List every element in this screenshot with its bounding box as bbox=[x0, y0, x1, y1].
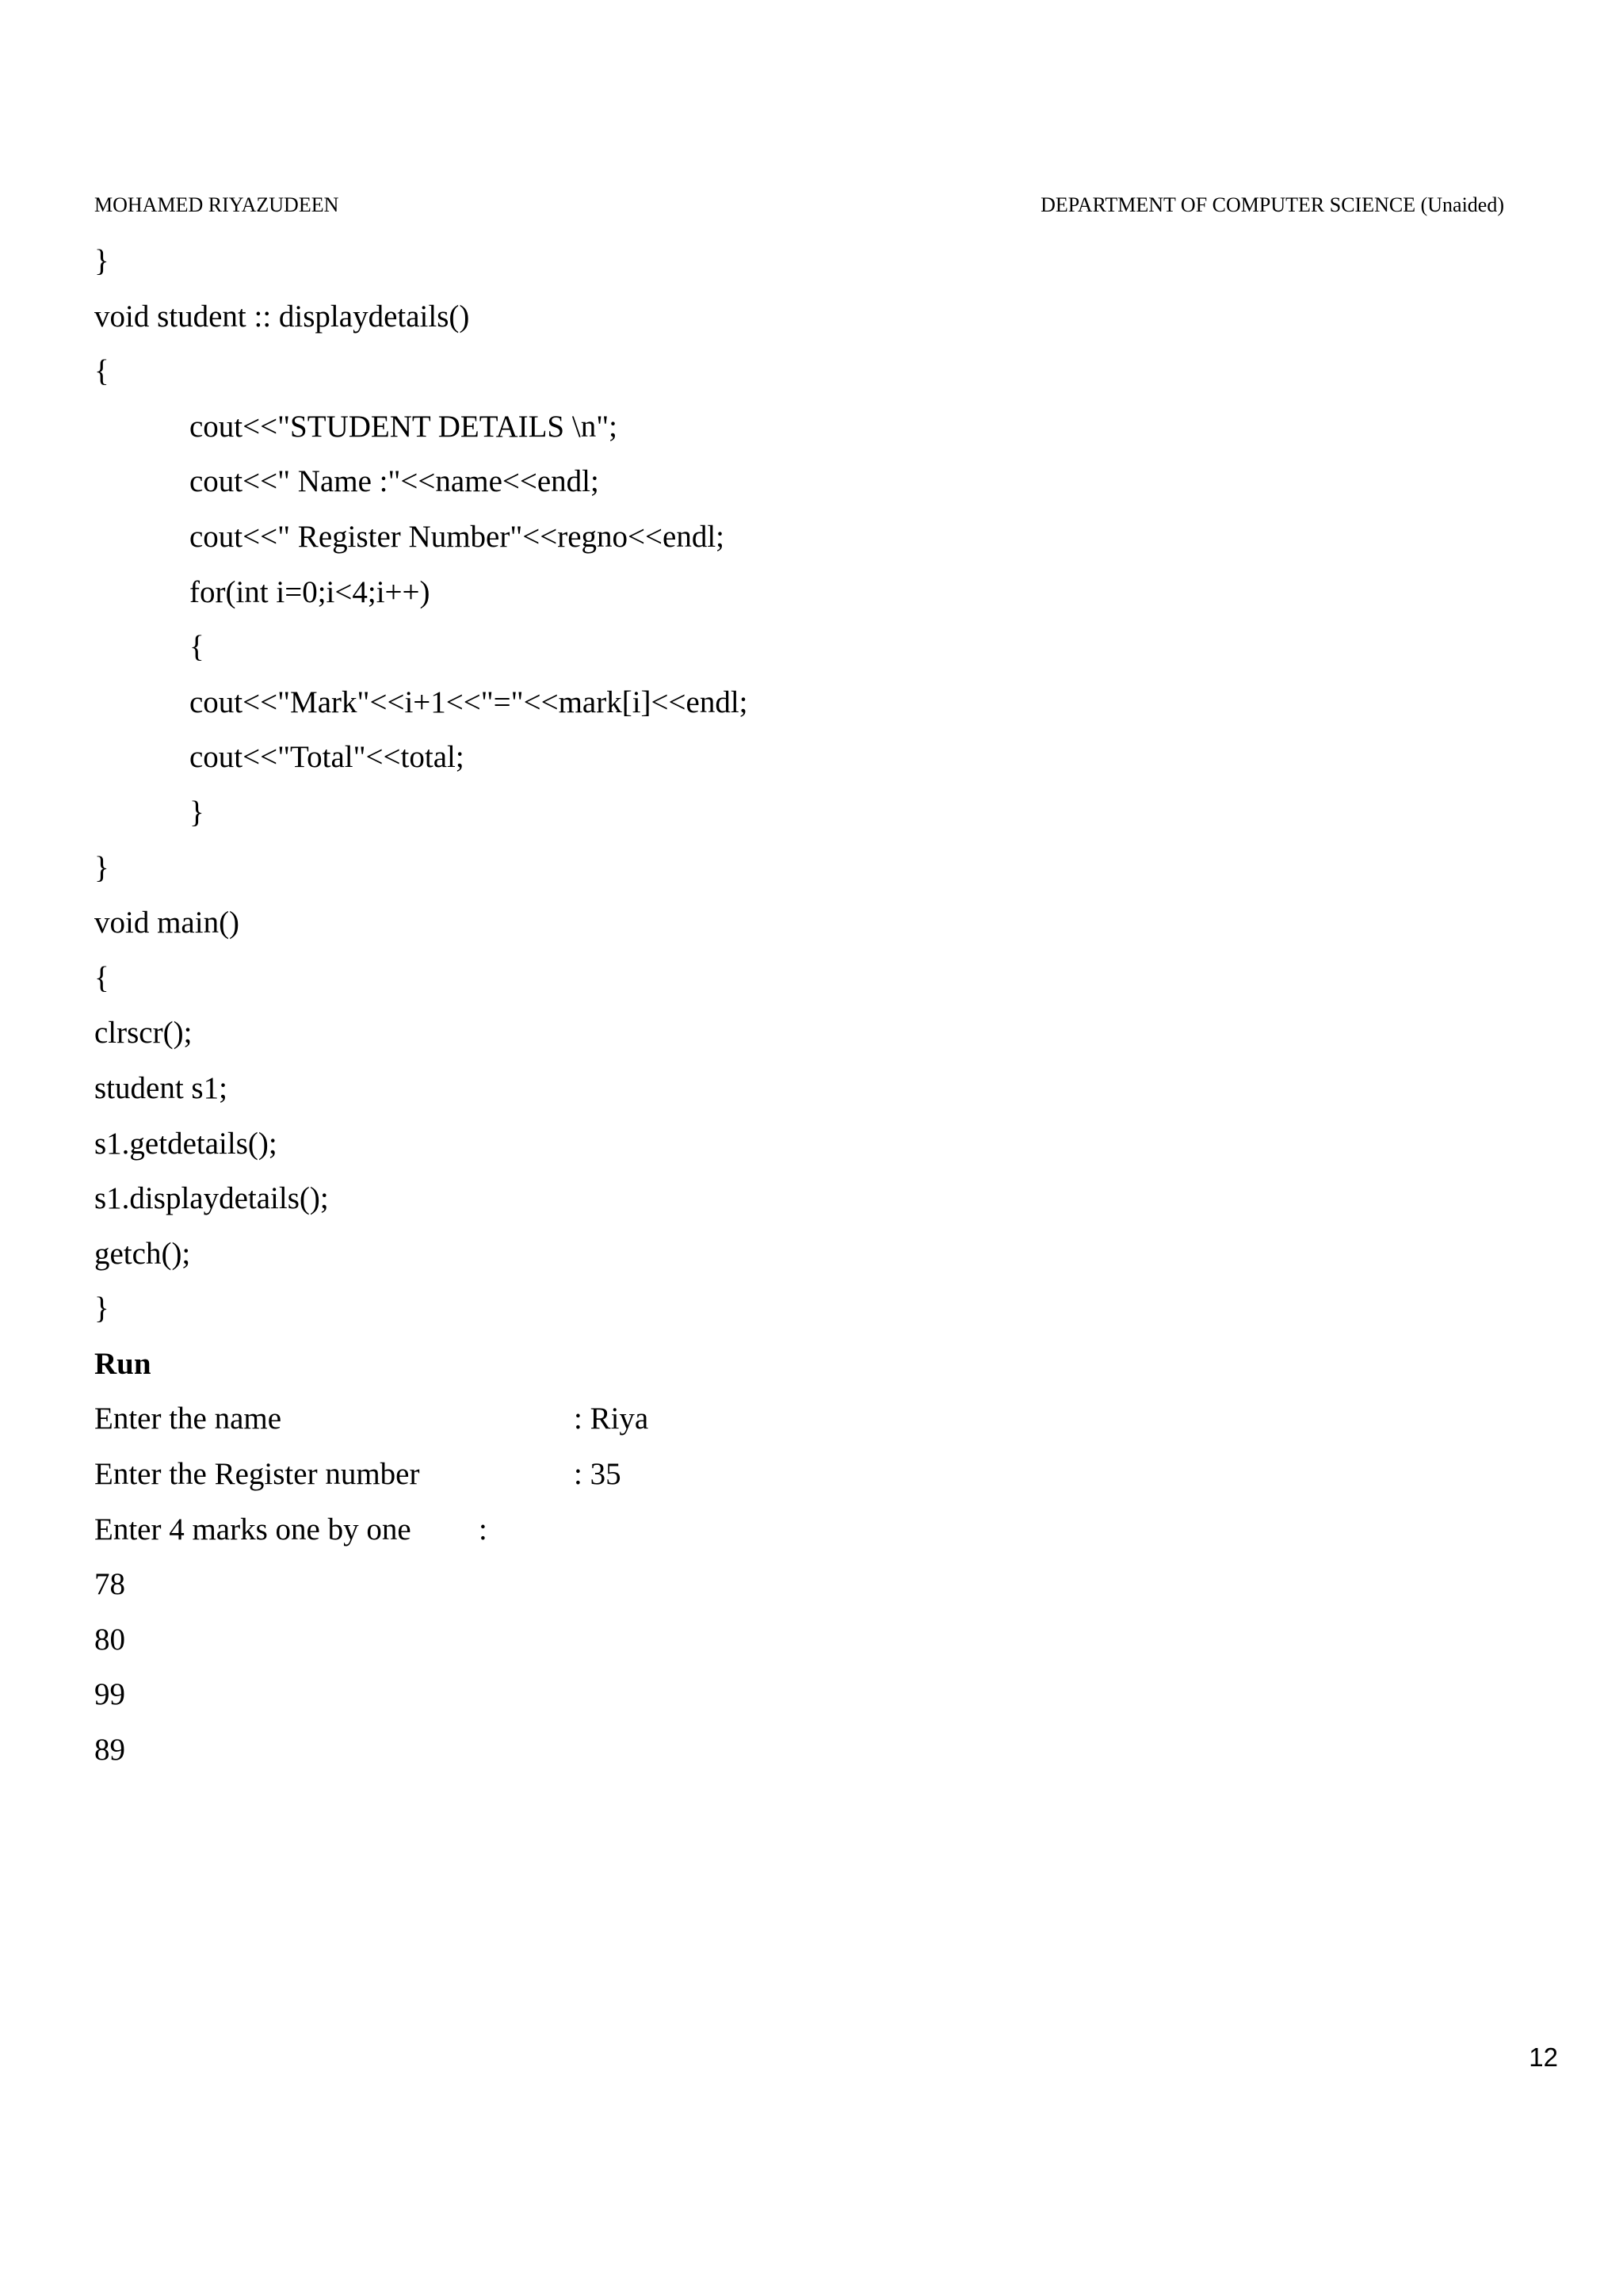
code-block bbox=[94, 242, 1521, 1344]
code-line: getch(); bbox=[94, 1236, 191, 1271]
mark-value: 89 bbox=[94, 1733, 125, 1768]
run-prompt-value: : bbox=[479, 1512, 487, 1547]
page-number: 12 bbox=[1529, 2042, 1558, 2072]
run-heading: Run bbox=[94, 1346, 151, 1381]
code-line: s1.displaydetails(); bbox=[94, 1181, 329, 1216]
code-line: } bbox=[94, 1291, 109, 1326]
header-department: DEPARTMENT OF COMPUTER SCIENCE (Unaided) bbox=[1041, 193, 1504, 216]
mark-value: 78 bbox=[94, 1567, 125, 1602]
code-line: void student :: displaydetails() bbox=[94, 299, 470, 334]
marks-list bbox=[94, 1565, 1521, 1785]
code-line: } bbox=[94, 244, 109, 278]
code-line: cout<<"STUDENT DETAILS \n"; bbox=[189, 409, 617, 444]
run-prompt-row bbox=[94, 1510, 1521, 1566]
code-line: s1.getdetails(); bbox=[94, 1126, 277, 1161]
mark-value: 99 bbox=[94, 1677, 125, 1712]
run-prompt-label: Enter the name bbox=[94, 1402, 282, 1436]
run-prompt-label: Enter 4 marks one by one bbox=[94, 1512, 411, 1547]
run-prompt-row bbox=[94, 1455, 1521, 1510]
code-line: cout<<" Register Number"<<regno<<endl; bbox=[189, 519, 724, 554]
code-line: } bbox=[189, 795, 204, 830]
code-line: { bbox=[189, 630, 204, 665]
mark-value: 80 bbox=[94, 1622, 125, 1657]
code-line: } bbox=[94, 850, 109, 885]
code-line: cout<<" Name :"<<name<<endl; bbox=[189, 464, 599, 499]
page-body bbox=[94, 242, 1521, 1786]
run-prompt-value: : Riya bbox=[574, 1402, 649, 1436]
code-line: clrscr(); bbox=[94, 1016, 193, 1051]
header-author: MOHAMED RIYAZUDEEN bbox=[94, 193, 339, 216]
code-line: cout<<"Mark"<<i+1<<"="<<mark[i]<<endl; bbox=[189, 685, 748, 719]
code-line: { bbox=[94, 354, 109, 389]
code-line: { bbox=[94, 960, 109, 995]
run-prompt-label: Enter the Register number bbox=[94, 1457, 420, 1492]
run-prompt-value: : 35 bbox=[574, 1457, 621, 1492]
code-line: cout<<"Total"<<total; bbox=[189, 740, 464, 775]
run-prompt-row bbox=[94, 1399, 1521, 1455]
code-line: void main() bbox=[94, 906, 240, 940]
code-line: student s1; bbox=[94, 1070, 227, 1105]
code-line: for(int i=0;i<4;i++) bbox=[189, 574, 430, 609]
